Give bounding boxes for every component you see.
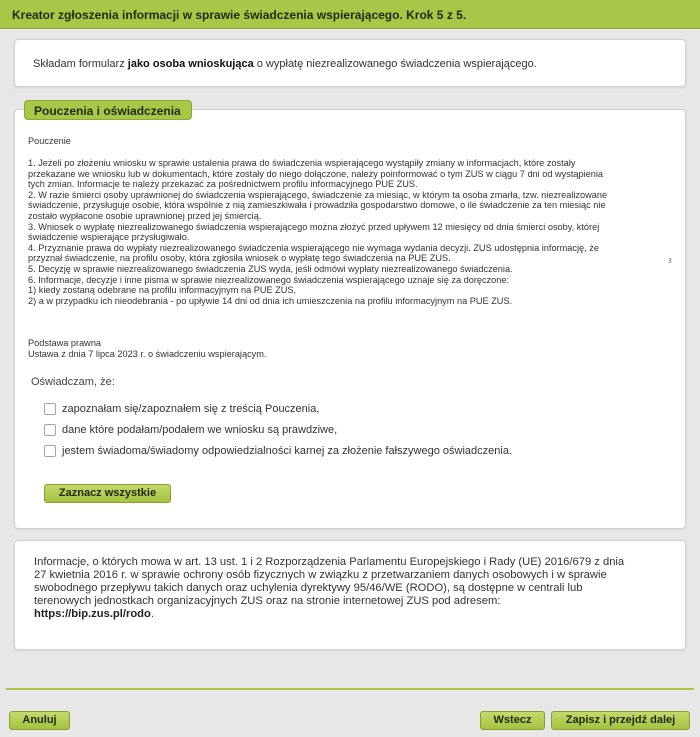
rodo-line: Informacje, o których mowa w art. 13 ust. 1 i 2 Rozporządzenia Parlamentu Europejskiego i Rady (UE) 2016/679 z dnia [34,556,625,568]
declaration-label[interactable]: zapoznałam się/zapoznałem się z treścią Pouczenia, [62,403,320,415]
pouczenie-line: świadczenie wspierające przysługiwało. [28,232,190,243]
rodo-link-suffix: . [150,608,154,620]
pouczenie-line: tych zmian. Informacje te należy przekazać za pośrednictwem profilu informacyjnego PUE ZUS. [28,179,418,190]
pouczenie-line: 3. Wniosek o wypłatę niezrealizowanego świadczenia wspierającego można złożyć przed upływem 12 miesięcy od dnia śmierci osoby, której [28,221,600,232]
pouczenie-line: 4. Przyznanie prawa do wypłaty niezrealizowanego świadczenia wspierającego nie wymaga wydania decyzji. ZUS udostępnia informację, że [28,242,599,253]
intro-suffix: o wypłatę niezrealizowanego świadczenia wspierającego. [253,58,537,70]
declaration-label[interactable]: dane które podałam/podałem we wniosku są prawdziwe, [62,424,338,436]
intro-prefix: Składam formularz [33,58,128,70]
pouczenie-line: 5. Decyzję w sprawie niezrealizowanego świadczenia ZUS wyda, jeśli odmówi wypłaty niezrealizowanego świadczenia. [28,263,513,274]
declaration-checkbox-data-true[interactable] [44,424,56,436]
section-title: Pouczenia i oświadczenia [34,104,181,118]
pouczenie-line: 2) a w przypadku ich nieodebrania - po upływie 14 dni od dnia ich umieszczenia na profilu informacyjnym na PUE ZUS. [28,295,513,306]
legal-basis-heading: Podstawa prawna [28,338,102,348]
pouczenie-line: 1. Jeżeli po złożeniu wniosku w sprawie ustalenia prawa do świadczenia wspierającego wystąpiły zmiany w informacjach, które zostały [28,158,576,168]
footer-divider [6,688,694,690]
pouczenie-line: świadczenie, przysługuje osobie, która wspólnie z nią zamieszkiwała i prowadziła gospodarstwo domowe, o ile świadczenie za ten miesiąc nie [28,200,606,211]
rodo-text [34,556,624,621]
back-button[interactable]: Wstecz [480,711,545,730]
pouczenie-line: przekazane we wniosku lub w dokumentach, które zostały do niego dołączone, należy poinformować o tym ZUS w ciągu 7 dni od wystąpienia [28,168,604,179]
wizard-header [0,0,700,29]
pouczenie-line: 6. Informacje, decyzje i inne pisma w sprawie niezrealizowanego świadczenia wspierającego uznaje się za doręczone: [28,274,510,285]
rodo-line: 27 kwietnia 2016 r. w sprawie ochrony osób fizycznych w związku z przetwarzaniem danych osobowych i w sprawie [34,569,607,581]
declaration-checkbox-pouczenie[interactable] [44,403,56,415]
pouczenie-line: 1) kiedy zostaną odebrane na profilu informacyjnym na PUE ZUS, [28,285,297,296]
section-tab-pouczenia [24,100,192,120]
legal-basis-text: Ustawa z dnia 7 lipca 2023 r. o świadczeniu wspierającym. [28,349,267,359]
rodo-link[interactable]: https://bip.zus.pl/rodo [34,608,151,620]
select-all-button[interactable]: Zaznacz wszystkie [44,484,171,503]
pouczenie-heading: Pouczenie [28,136,71,146]
rodo-panel [14,540,686,650]
rodo-line: swobodnego przepływu takich danych oraz uchylenia dyrektywy 95/46/WE (RODO), są dostępne w centrali lub [34,582,583,594]
save-next-button[interactable]: Zapisz i przejdź dalej [551,711,690,730]
declaration-label[interactable]: jestem świadoma/świadomy odpowiedzialności karnej za złożenie fałszywego oświadczenia. [62,445,512,457]
cancel-button[interactable]: Anuluj [9,711,70,730]
wizard-title: Kreator zgłoszenia informacji w sprawie świadczenia wspierającego. Krok 5 z 5. [12,8,467,22]
pouczenie-line: zostało wypłacone osobie uprawnionej przed jej śmiercią. [28,210,262,221]
rodo-line: terenowych jednostkach organizacyjnych ZUS oraz na stronie internetowej ZUS pod adresem: [34,595,501,607]
pouczenie-marker: 3 [668,258,672,265]
declarations-heading: Oświadczam, że: [31,376,115,388]
intro-text [33,58,537,70]
intro-panel [14,39,686,87]
intro-role: jako osoba wnioskująca [127,58,254,70]
pouczenie-text [28,158,607,306]
rodo-link-line [34,608,624,621]
declaration-checkbox-liability[interactable] [44,445,56,457]
pouczenie-line: przyznał świadczenie, na profilu osoby, która zgłosiła wniosek o wypłatę tego świadczenia na PUE ZUS. [28,253,451,264]
pouczenie-line: 2. W razie śmierci osoby uprawnionej do świadczenia wspierającego, świadczenie za miesiąc, w którym ta osoba zmarła, tzw. niezrealizowane [28,189,608,200]
